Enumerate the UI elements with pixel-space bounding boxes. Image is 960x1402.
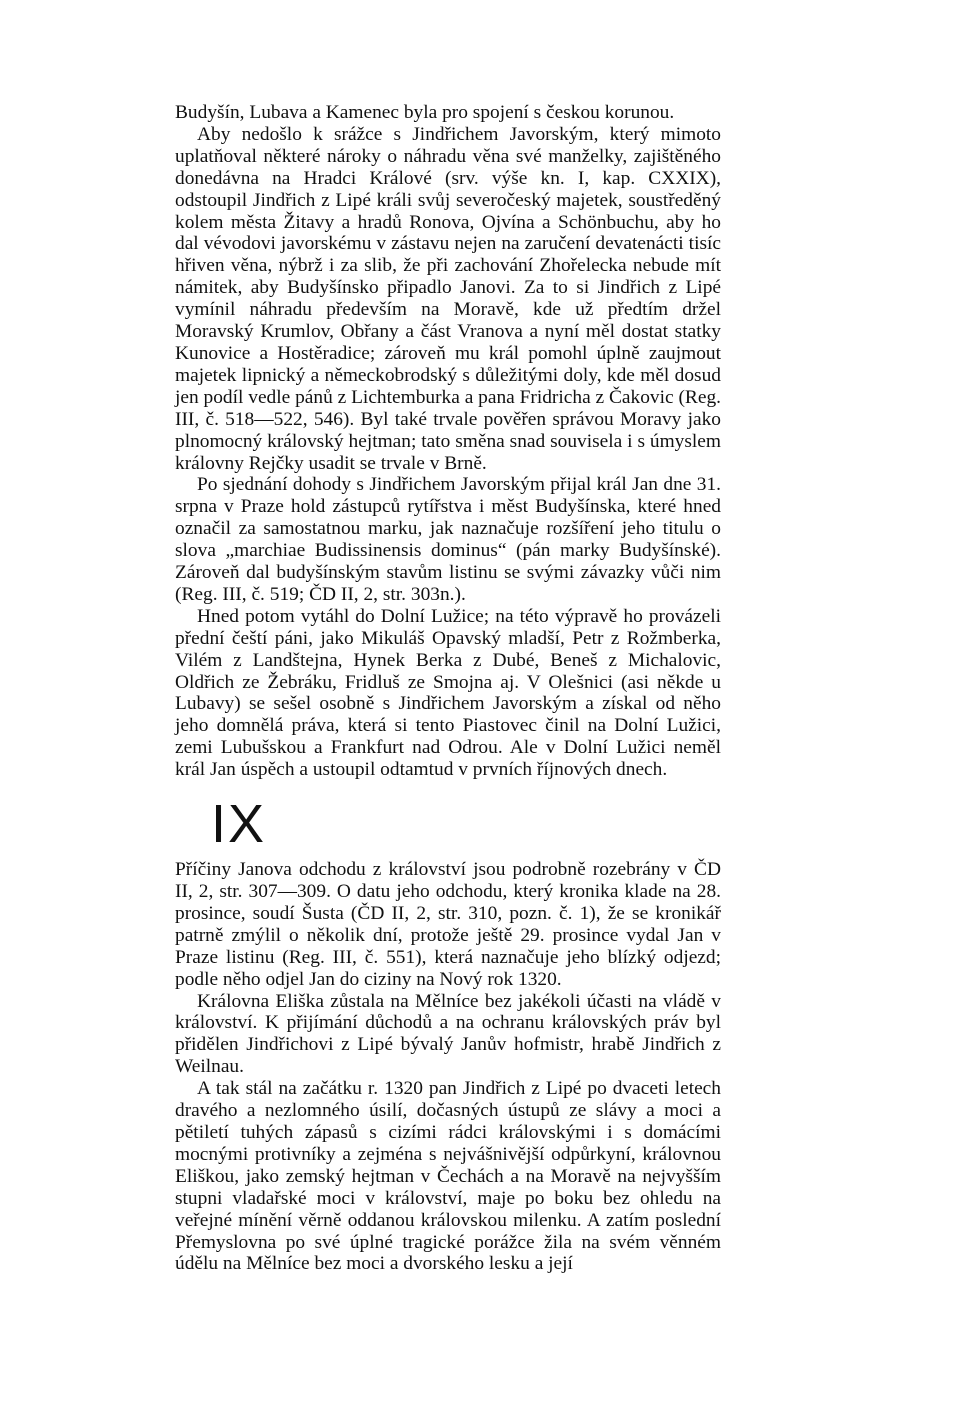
paragraph: Příčiny Janova odchodu z království jsou podrobně rozebrány v ČD II, 2, str. 307—309. O datu jeho odchodu, který kronika klade na 28. prosince, soudí Šusta (ČD II, 2, str. 310, pozn. č. 1), že se kronikář patrně zmýlil o několik dní, protože ještě 29. prosince vydal Jan v Praze listinu (Reg. III, č. 551), která naznačuje jeho blízký odjezd; podle něho odjel Jan do ciziny na Nový rok 1320. — [175, 859, 721, 990]
paragraph: Hned potom vytáhl do Dolní Lužice; na této výpravě ho provázeli přední čeští páni, jako Mikuláš Opavský mladší, Petr z Rožmberka, Vilém z Landštejna, Hynek Berka z Dubé, Beneš z Michalovic, Oldřich ze Žebráku, Fridluš ze Smojna aj. V Olešnici (asi někde u Lubavy) se sešel osobně s Jindřichem Javorským a získal od něho jeho domnělá práva, která si tento Piastovec činil na Dolní Lužici, zemi Lubušskou a Frankfurt nad Odrou. Ale v Dolní Lužici neměl král Jan úspěch a ustoupil odtamtud v prvních říjnových dnech. — [175, 605, 721, 781]
page-text-block — [175, 102, 721, 1275]
paragraph: Po sjednání dohody s Jindřichem Javorským přijal král Jan dne 31. srpna v Praze hold zástupců rytířstva i měst Budyšínska, které hned označil za samostatnou marku, jak naznačuje rozšíření jeho titulu o slova „marchiae Budissinensis dominus“ (pán marky Budyšínské). Zároveň dal budyšínským stavům listinu se svými závazky vůči nim (Reg. III, č. 519; ČD II, 2, str. 303n.). — [175, 474, 721, 605]
chapter-heading: IX — [211, 794, 267, 855]
paragraph: Budyšín, Lubava a Kamenec byla pro spojení s českou korunou. — [175, 102, 675, 123]
paragraph: A tak stál na začátku r. 1320 pan Jindřich z Lipé po dvaceti letech dravého a nezlomného úsilí, dočasných ústupů ze slávy a moci a pětiletí tuhých zápasů s cizími rádci královskými i s domácími mocnými protivníky a zejména s nejvášnivější odpůrkyní, královnou Eliškou, jako zemský hejtman v Čechách a na Moravě na nejvyšším stupni vladařské moci v království, maje po boku bez ohledu na veřejné mínění věrně oddanou královskou milenku. A zatím poslední Přemyslovna po své úplné tragické porážce žila na svém věnném údělu na Mělníce bez moci a dvorského lesku a její — [175, 1078, 721, 1275]
paragraph: Královna Eliška zůstala na Mělníce bez jakékoli účasti na vládě v království. K přijímání důchodů a na ochranu královských práv byl přidělen Jindřichovi z Lipé bývalý Janův hofmistr, hrabě Jindřich z Weilnau. — [175, 990, 721, 1078]
paragraph: Aby nedošlo k srážce s Jindřichem Javorským, který mimoto uplatňoval některé nároky o náhradu věna své manželky, zajištěného donedávna na Hradci Králové (srv. výše kn. I, kap. CXXIX), odstoupil Jindřich z Lipé králi svůj severočeský majetek, soustředěný kolem města Žitavy a hradů Ronova, Ojvína a Schönbuchu, aby ho dal vévodovi javorskému v zástavu nejen na zaručení devatenácti tisíc hřiven věna, nýbrž i za slib, že při zachování Zhořelecka nebude mít námitek, aby Budyšínsko připadlo Janovi. Za to si Jindřich z Lipé vymínil náhradu především na Moravě, kde už předtím držel Moravský Krumlov, Obřany a část Vranova a nyní měl dostat statky Kunovice a Hostěradice; zároveň mu král pomohl úplně zaujmout majetek lipnický a německobrodský s důležitými doly, kde měl dosud jen podíl vedle pánů z Lichtemburka a pana Fridricha z Čakovic (Reg. III, č. 518—522, 546). Byl také trvale pověřen správou Moravy jako plnomocný královský hejtman; tato směna snad souvisela i s úmyslem královny Rejčky usadit se trvale v Brně. — [175, 123, 721, 474]
